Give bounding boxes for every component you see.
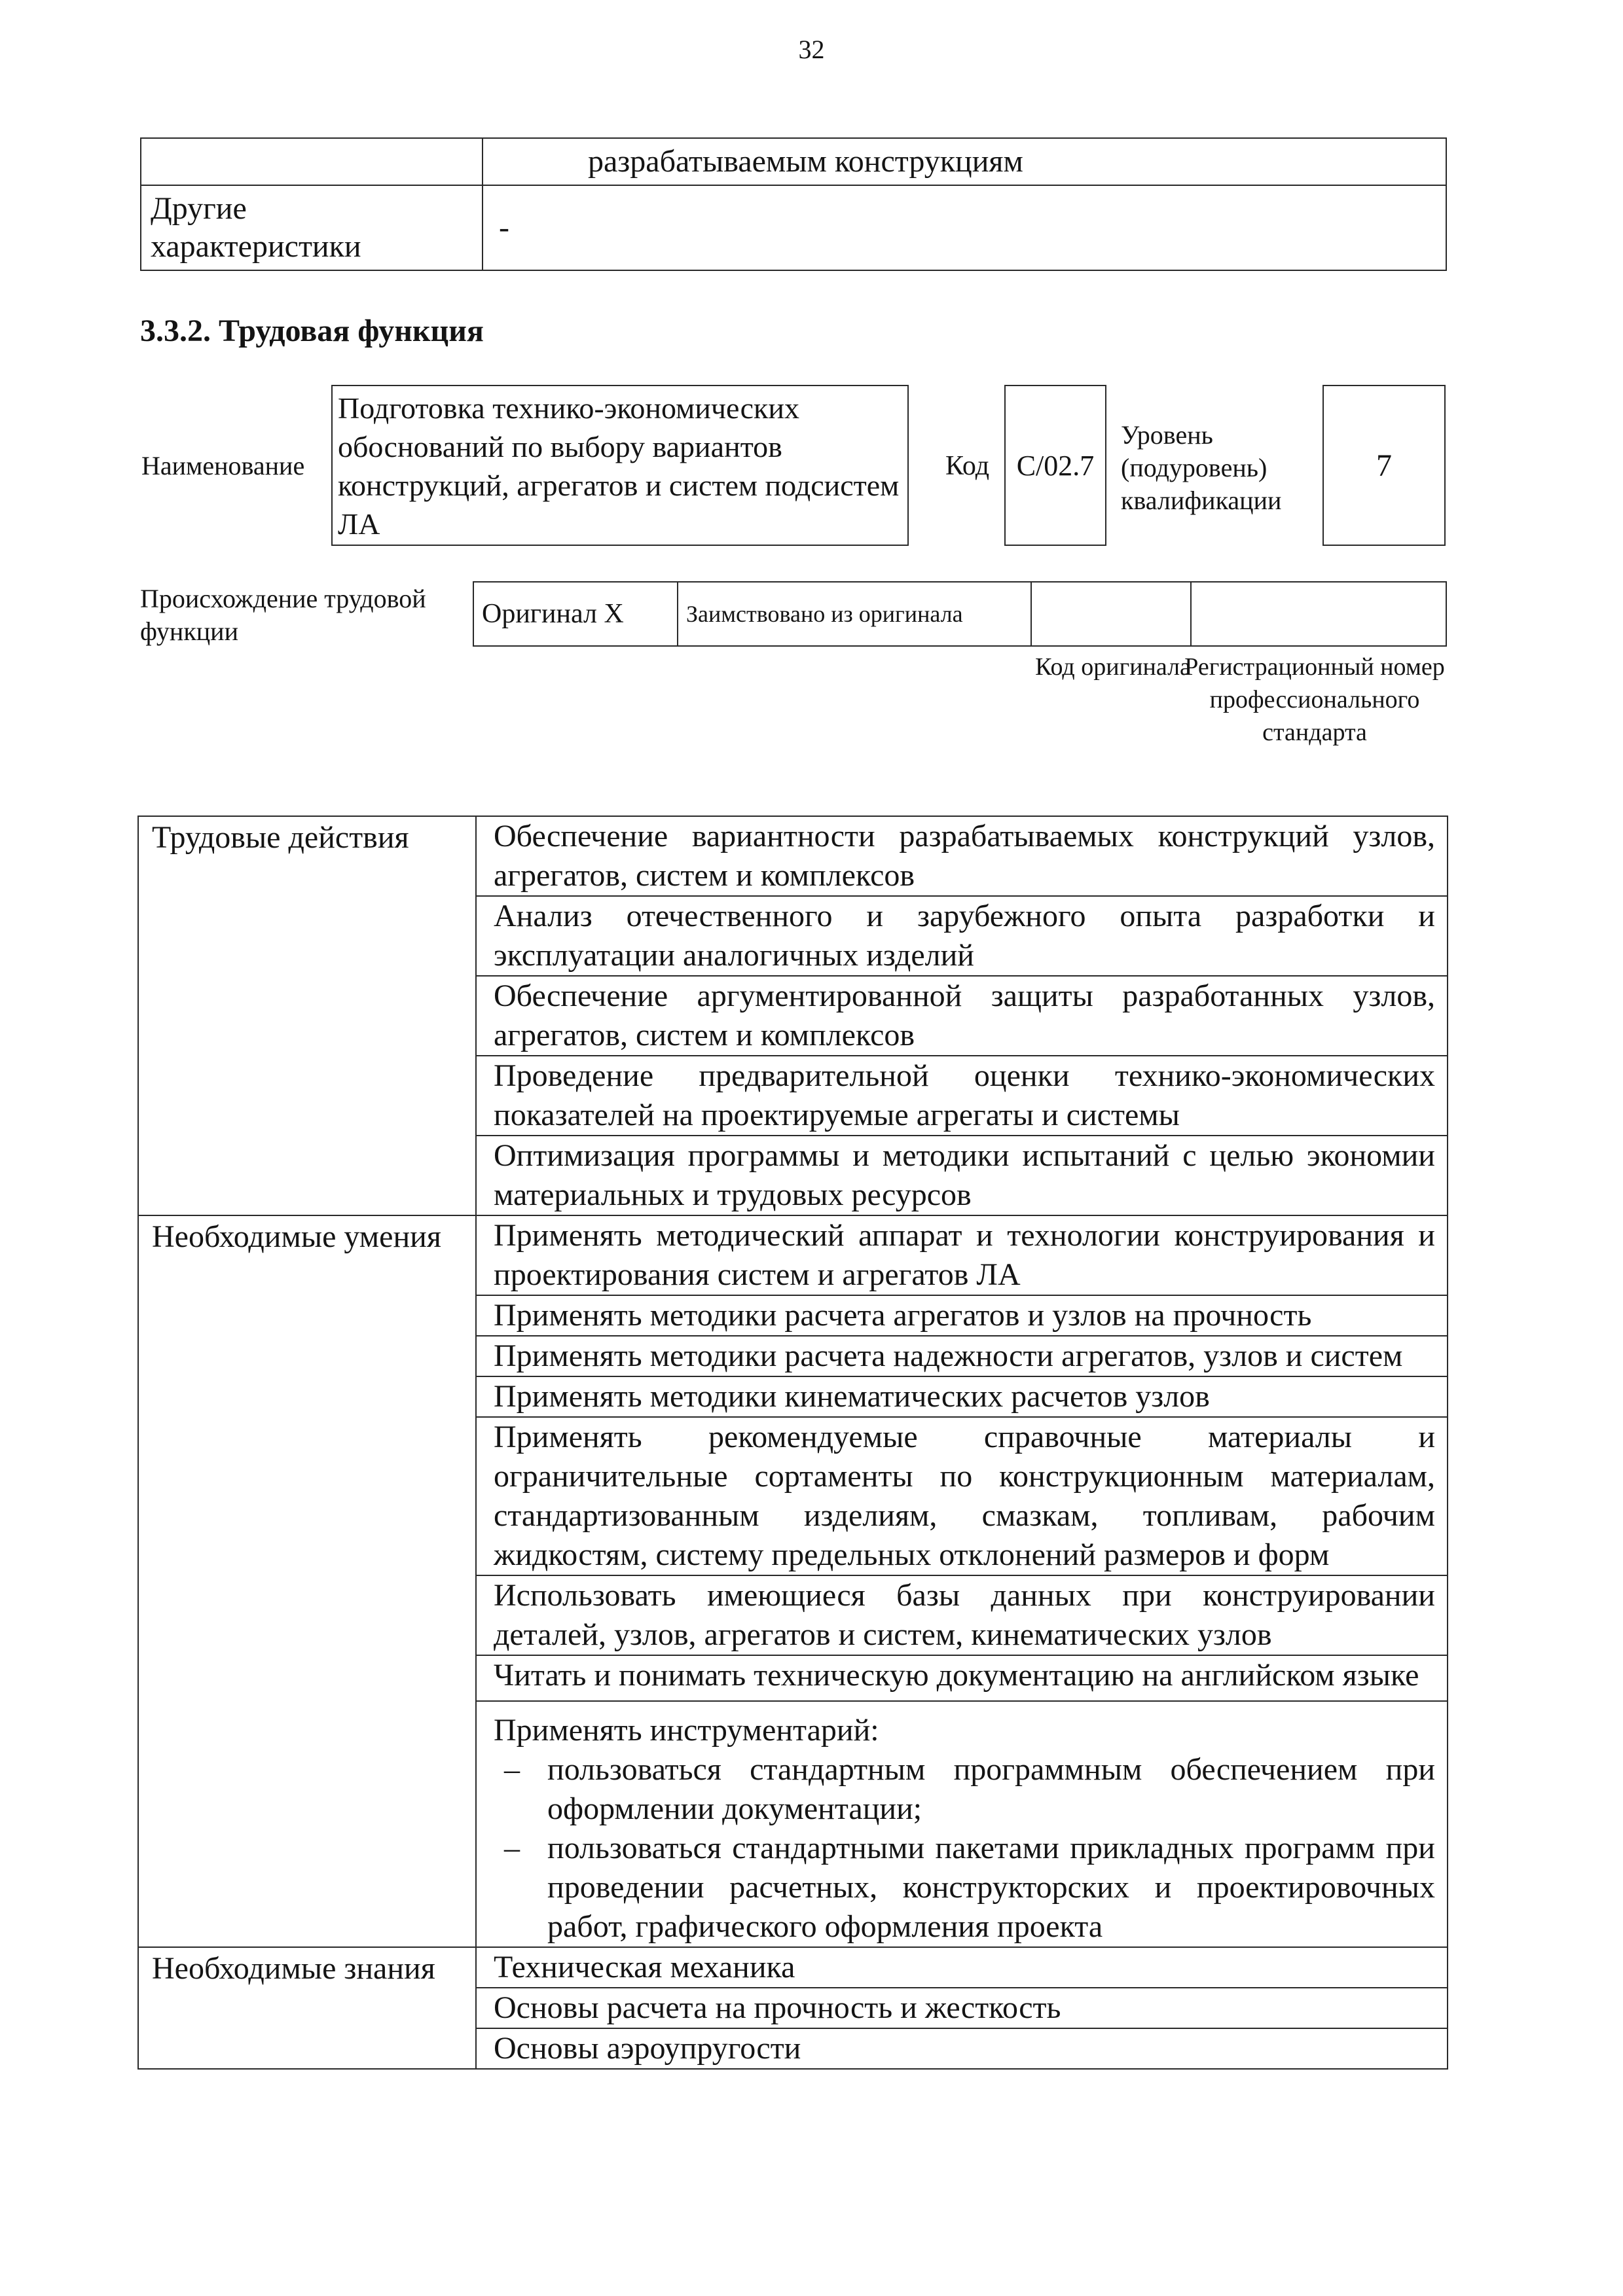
- table-row: [138, 1947, 1448, 1988]
- labor-actions-label: Трудовые действия: [138, 816, 476, 1215]
- list-item: Оптимизация программы и методики испытаний с целью экономии материальных и трудовых ресурсов: [476, 1136, 1448, 1215]
- code-label: Код: [945, 451, 990, 481]
- page-number: 32: [798, 35, 825, 64]
- qualification-level-box: 7: [1322, 385, 1446, 546]
- list-item: Основы аэроупругости: [476, 2028, 1448, 2069]
- registration-number-caption: Регистрационный номер профессионального стандарта: [1184, 653, 1445, 746]
- original-code-cell: [1031, 582, 1191, 646]
- list-item: Обеспечение вариантности разрабатываемых конструкций узлов, агрегатов, систем и комплексов: [476, 816, 1448, 896]
- list-item: Применять методики кинематических расчетов узлов: [476, 1376, 1448, 1417]
- table-row: [473, 582, 1446, 646]
- list-item: Анализ отечественного и зарубежного опыта разработки и эксплуатации аналогичных изделий: [476, 896, 1448, 976]
- list-item: Основы расчета на прочность и жесткость: [476, 1988, 1448, 2028]
- table-row: [138, 1215, 1448, 1295]
- skills-label: Необходимые умения: [138, 1215, 476, 1947]
- list-item: Проведение предварительной оценки технико-экономических показателей на проектируемые агрегаты и системы: [476, 1056, 1448, 1136]
- list-item: Применять методики расчета надежности агрегатов, узлов и систем: [476, 1336, 1448, 1376]
- list-item: Применять методический аппарат и технологии конструирования и проектирования систем и агрегатов ЛА: [476, 1215, 1448, 1295]
- list-item: Обеспечение аргументированной защиты разработанных узлов, агрегатов, систем и комплексов: [476, 976, 1448, 1056]
- table-row: [141, 185, 1446, 270]
- function-code-box: C/02.7: [1004, 385, 1106, 546]
- continuation-text: разрабатываемым конструкциям: [483, 138, 1446, 185]
- table-row: [138, 816, 1448, 896]
- registration-number-cell: [1191, 582, 1446, 646]
- section-title: 3.3.2. Трудовая функция: [140, 314, 484, 348]
- qualification-level-label: Уровень (подуровень) квалификации: [1121, 420, 1282, 515]
- list-item: Использовать имеющиеся базы данных при конструировании деталей, узлов, агрегатов и систем, кинематических узлов: [476, 1575, 1448, 1655]
- list-item: – пользоваться стандартными пакетами прикладных программ при проведении расчетных, конструкторских и проектировочных работ, графического оформления проекта: [547, 1829, 1435, 1946]
- original-cell: Оригинал X: [473, 582, 678, 646]
- function-name-box: Подготовка технико-экономических обоснований по выбору вариантов конструкций, агрегатов и систем подсистем ЛА: [331, 385, 909, 546]
- list-item: Техническая механика: [476, 1947, 1448, 1988]
- name-label: Наименование: [141, 451, 305, 480]
- borrowed-cell: Заимствовано из оригинала: [678, 582, 1031, 646]
- origin-label: Происхождение трудовой функции: [140, 584, 426, 646]
- original-code-caption: Код оригинала: [1035, 653, 1191, 681]
- tools-intro: Применять инструментарий:: [494, 1713, 879, 1748]
- other-characteristics-label: Другие характеристики: [141, 185, 483, 270]
- other-characteristics-value: -: [483, 185, 1446, 270]
- tools-list: [494, 1750, 1435, 1946]
- list-item: Читать и понимать техническую документацию на английском языке: [476, 1655, 1448, 1701]
- continuation-table: [140, 137, 1447, 271]
- list-item: Применять методики расчета агрегатов и узлов на прочность: [476, 1295, 1448, 1336]
- tools-cell: [476, 1701, 1448, 1947]
- labor-function-table: [137, 816, 1448, 2070]
- origin-table: [473, 581, 1447, 647]
- list-item: – пользоваться стандартным программным обеспечением при оформлении документации;: [547, 1750, 1435, 1829]
- table-row: [141, 138, 1446, 185]
- knowledge-label: Необходимые знания: [138, 1947, 476, 2069]
- list-item: Применять рекомендуемые справочные материалы и ограничительные сортаменты по конструкционным материалам, стандартизованным изделиям, смазкам, топливам, рабочим жидкостям, систему предельных отклонений размеров и форм: [476, 1417, 1448, 1575]
- empty-cell: [141, 138, 483, 185]
